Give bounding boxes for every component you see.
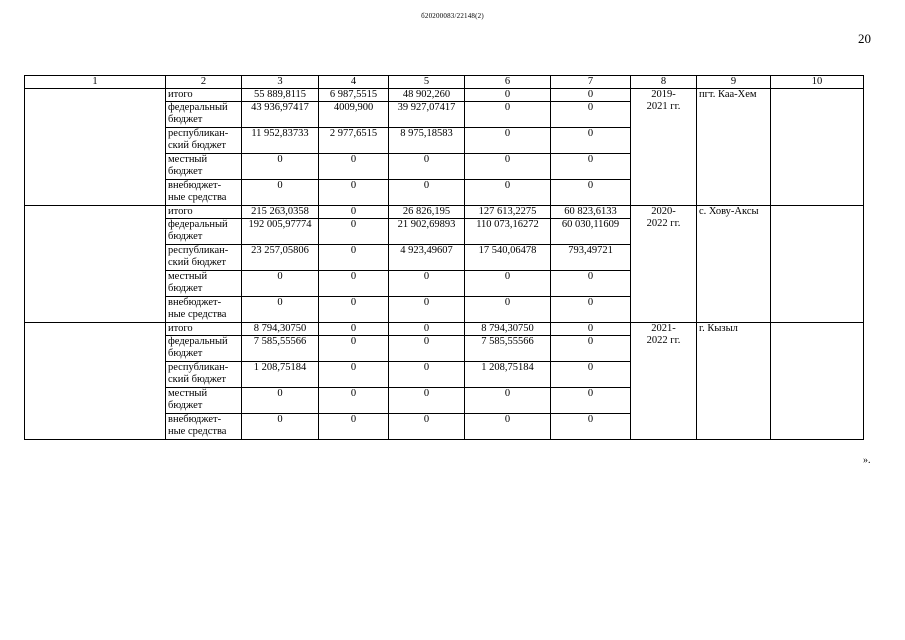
budget-table xyxy=(24,75,864,440)
amount-cell: 127 613,2275 xyxy=(465,206,551,219)
amount-cell: 0 xyxy=(389,414,465,440)
locality-cell xyxy=(697,323,771,440)
amount-cell: 0 xyxy=(551,271,631,297)
funding-source-label: местный xyxy=(168,388,208,399)
amount-cell: 0 xyxy=(319,414,389,440)
funding-source-label: ные средства xyxy=(168,192,227,203)
column-header: 9 xyxy=(697,76,771,89)
amount-cell: 1 208,75184 xyxy=(465,362,551,388)
amount-cell: 110 073,16272 xyxy=(465,219,551,245)
amount-cell: 55 889,8115 xyxy=(242,89,319,102)
funding-source-label: внебюджет- xyxy=(168,180,222,191)
locality-name: пгт. Каа-Хем xyxy=(699,89,757,100)
period-cell xyxy=(631,323,697,440)
locality-cell xyxy=(697,89,771,206)
period-text: 2021 гг. xyxy=(646,101,681,112)
amount-cell: 0 xyxy=(551,128,631,154)
period-cell xyxy=(631,89,697,206)
amount-cell: 0 xyxy=(551,89,631,102)
funding-source-cell xyxy=(166,128,242,154)
amount-cell: 0 xyxy=(465,297,551,323)
period-text: 2022 гг. xyxy=(646,335,681,346)
funding-source-label: местный xyxy=(168,271,208,282)
amount-cell: 0 xyxy=(242,388,319,414)
funding-source-label: местный xyxy=(168,154,208,165)
funding-source-cell xyxy=(166,180,242,206)
funding-source-cell xyxy=(166,102,242,128)
funding-source-cell xyxy=(166,297,242,323)
amount-cell: 0 xyxy=(465,89,551,102)
funding-source-label: итого xyxy=(168,89,193,100)
amount-cell: 0 xyxy=(465,180,551,206)
funding-source-label: бюджет xyxy=(168,283,203,294)
funding-source-label: бюджет xyxy=(168,166,203,177)
table-row xyxy=(25,323,864,336)
funding-source-label: бюджет xyxy=(168,400,203,411)
funding-source-label: бюджет xyxy=(168,231,203,242)
funding-source-label: ский бюджет xyxy=(168,374,226,385)
amount-cell: 21 902,69893 xyxy=(389,219,465,245)
funding-source-label: внебюджет- xyxy=(168,414,222,425)
amount-cell: 39 927,07417 xyxy=(389,102,465,128)
amount-cell: 8 794,30750 xyxy=(242,323,319,336)
amount-cell: 7 585,55566 xyxy=(465,336,551,362)
amount-cell: 8 975,18583 xyxy=(389,128,465,154)
amount-cell: 0 xyxy=(465,271,551,297)
amount-cell: 2 977,6515 xyxy=(319,128,389,154)
locality-cell xyxy=(697,206,771,323)
amount-cell: 0 xyxy=(319,336,389,362)
funding-source-label: ский бюджет xyxy=(168,257,226,268)
notes-cell xyxy=(771,89,864,206)
amount-cell: 0 xyxy=(319,362,389,388)
funding-source-cell xyxy=(166,323,242,336)
amount-cell: 17 540,06478 xyxy=(465,245,551,271)
funding-source-label: бюджет xyxy=(168,348,203,359)
funding-source-cell xyxy=(166,154,242,180)
amount-cell: 0 xyxy=(319,154,389,180)
funding-source-cell xyxy=(166,388,242,414)
amount-cell: 0 xyxy=(551,414,631,440)
column-header: 8 xyxy=(631,76,697,89)
amount-cell: 0 xyxy=(319,180,389,206)
funding-source-cell xyxy=(166,219,242,245)
amount-cell: 0 xyxy=(389,180,465,206)
header-row xyxy=(25,76,864,89)
amount-cell: 0 xyxy=(465,414,551,440)
document-id: б20200083/22148(2) xyxy=(421,12,484,20)
amount-cell: 1 208,75184 xyxy=(242,362,319,388)
funding-source-label: ский бюджет xyxy=(168,140,226,151)
amount-cell: 0 xyxy=(389,388,465,414)
column-header: 1 xyxy=(25,76,166,89)
amount-cell: 0 xyxy=(465,102,551,128)
amount-cell: 0 xyxy=(319,297,389,323)
amount-cell: 0 xyxy=(551,388,631,414)
amount-cell: 0 xyxy=(465,154,551,180)
page-number: 20 xyxy=(858,31,871,46)
funding-source-cell xyxy=(166,206,242,219)
amount-cell: 192 005,97774 xyxy=(242,219,319,245)
amount-cell: 4 923,49607 xyxy=(389,245,465,271)
amount-cell: 8 794,30750 xyxy=(465,323,551,336)
funding-source-label: внебюджет- xyxy=(168,297,222,308)
amount-cell: 0 xyxy=(319,206,389,219)
amount-cell: 215 263,0358 xyxy=(242,206,319,219)
funding-source-cell xyxy=(166,245,242,271)
funding-source-label: бюджет xyxy=(168,114,203,125)
amount-cell: 0 xyxy=(389,154,465,180)
amount-cell: 0 xyxy=(551,362,631,388)
amount-cell: 0 xyxy=(551,102,631,128)
funding-source-cell xyxy=(166,271,242,297)
period-text: 2021- xyxy=(651,323,676,334)
column-header: 2 xyxy=(166,76,242,89)
amount-cell: 0 xyxy=(551,180,631,206)
amount-cell: 60 030,11609 xyxy=(551,219,631,245)
closing-quote: ». xyxy=(863,455,871,466)
funding-source-label: республикан- xyxy=(168,362,229,373)
group-cell xyxy=(25,89,166,206)
amount-cell: 23 257,05806 xyxy=(242,245,319,271)
amount-cell: 0 xyxy=(319,388,389,414)
period-text: 2020- xyxy=(651,206,676,217)
amount-cell: 0 xyxy=(242,154,319,180)
funding-source-label: итого xyxy=(168,323,193,334)
period-text: 2019- xyxy=(651,89,676,100)
amount-cell: 26 826,195 xyxy=(389,206,465,219)
funding-source-label: ные средства xyxy=(168,426,227,437)
amount-cell: 0 xyxy=(389,323,465,336)
amount-cell: 0 xyxy=(551,154,631,180)
group-cell xyxy=(25,206,166,323)
funding-source-cell xyxy=(166,362,242,388)
locality-name: с. Хову-Аксы xyxy=(699,206,759,217)
amount-cell: 0 xyxy=(242,180,319,206)
period-text: 2022 гг. xyxy=(646,218,681,229)
amount-cell: 0 xyxy=(389,336,465,362)
column-header: 4 xyxy=(319,76,389,89)
table-row xyxy=(25,89,864,102)
amount-cell: 0 xyxy=(319,323,389,336)
column-header: 6 xyxy=(465,76,551,89)
funding-source-cell xyxy=(166,336,242,362)
funding-source-cell xyxy=(166,89,242,102)
notes-cell xyxy=(771,206,864,323)
amount-cell: 0 xyxy=(551,323,631,336)
funding-source-label: федеральный xyxy=(168,219,228,230)
funding-source-cell xyxy=(166,414,242,440)
amount-cell: 0 xyxy=(465,388,551,414)
amount-cell: 60 823,6133 xyxy=(551,206,631,219)
funding-source-label: республикан- xyxy=(168,128,229,139)
amount-cell: 0 xyxy=(319,245,389,271)
amount-cell: 6 987,5515 xyxy=(319,89,389,102)
amount-cell: 0 xyxy=(242,297,319,323)
notes-cell xyxy=(771,323,864,440)
funding-source-label: федеральный xyxy=(168,336,228,347)
funding-source-label: республикан- xyxy=(168,245,229,256)
amount-cell: 11 952,83733 xyxy=(242,128,319,154)
column-header: 10 xyxy=(771,76,864,89)
group-cell xyxy=(25,323,166,440)
amount-cell: 0 xyxy=(242,271,319,297)
period-cell xyxy=(631,206,697,323)
funding-source-label: ные средства xyxy=(168,309,227,320)
amount-cell: 0 xyxy=(389,362,465,388)
amount-cell: 0 xyxy=(319,271,389,297)
amount-cell: 43 936,97417 xyxy=(242,102,319,128)
amount-cell: 0 xyxy=(551,336,631,362)
amount-cell: 0 xyxy=(242,414,319,440)
amount-cell: 0 xyxy=(465,128,551,154)
column-header: 7 xyxy=(551,76,631,89)
amount-cell: 0 xyxy=(551,297,631,323)
table-row xyxy=(25,206,864,219)
amount-cell: 4009,900 xyxy=(319,102,389,128)
locality-name: г. Кызыл xyxy=(699,323,738,334)
amount-cell: 793,49721 xyxy=(551,245,631,271)
amount-cell: 0 xyxy=(389,297,465,323)
funding-source-label: федеральный xyxy=(168,102,228,113)
amount-cell: 48 902,260 xyxy=(389,89,465,102)
column-header: 5 xyxy=(389,76,465,89)
amount-cell: 0 xyxy=(389,271,465,297)
amount-cell: 0 xyxy=(319,219,389,245)
column-header: 3 xyxy=(242,76,319,89)
amount-cell: 7 585,55566 xyxy=(242,336,319,362)
funding-source-label: итого xyxy=(168,206,193,217)
